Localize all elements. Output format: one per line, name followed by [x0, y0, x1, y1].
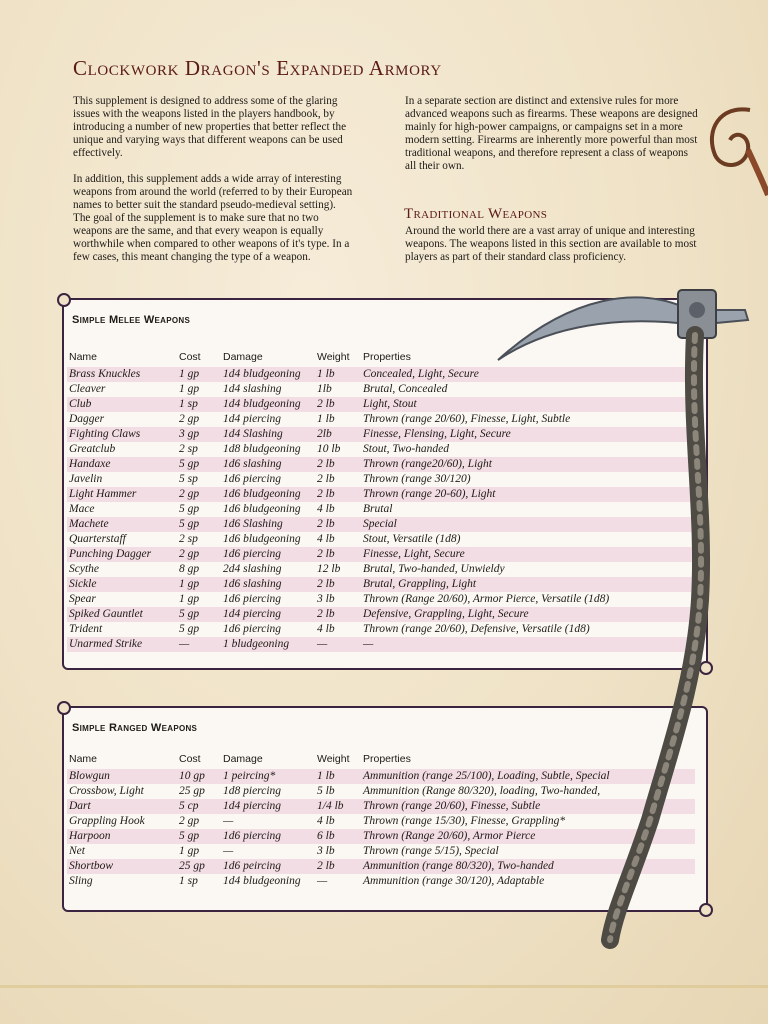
intro-paragraph-2: In addition, this supplement adds a wide array of interesting weapons from around the world (referred to by their European names to better suit the standard pseudo-medieval setting). The goal of the supplement is to make sure that no two weapons are the same, and that every weapon is equally worthwhile when compared to other weapons of it's type. In a few cases, this meant changing the type of a weapon. [73, 173, 353, 263]
intro-paragraph-3: In a separate section are distinct and extensive rules for more advanced weapons such as firearms. These weapons are designed mainly for high-power campaigns, or campaigns set in a more modern setting. Firearms are inherently more powerful than most traditional weapons, and therefore represent a class of weapons all their own. [405, 95, 698, 172]
cell-name: Scythe [67, 562, 177, 577]
cell-damage: 1d6 bludgeoning [221, 502, 315, 517]
cell-properties: Concealed, Light, Secure [361, 367, 695, 382]
cell-properties: Thrown (range 20/60), Defensive, Versatile (1d8) [361, 622, 695, 637]
cell-weight: 1 lb [315, 769, 361, 784]
cell-cost: 10 gp [177, 769, 221, 784]
cell-damage: 1d4 bludgeoning [221, 367, 315, 382]
cell-cost: 2 sp [177, 532, 221, 547]
header-properties: Properties [363, 351, 411, 363]
cell-cost: 1 gp [177, 844, 221, 859]
cell-weight: 1 lb [315, 367, 361, 382]
page-title: Clockwork Dragon's Expanded Armory [73, 56, 442, 80]
cell-damage: 1 bludgeoning [221, 637, 315, 652]
cell-damage: 1d6 slashing [221, 577, 315, 592]
cell-properties: Finesse, Flensing, Light, Secure [361, 427, 695, 442]
cell-name: Net [67, 844, 177, 859]
cell-name: Quarterstaff [67, 532, 177, 547]
cell-weight: 5 lb [315, 784, 361, 799]
cell-name: Trident [67, 622, 177, 637]
cell-properties: Special [361, 517, 695, 532]
cell-properties: Finesse, Light, Secure [361, 547, 695, 562]
cell-cost: — [177, 637, 221, 652]
scythe-illustration [490, 280, 760, 950]
cell-damage: — [221, 814, 315, 829]
cell-damage: 1d4 bludgeoning [221, 397, 315, 412]
cell-weight: 2 lb [315, 457, 361, 472]
cell-name: Light Hammer [67, 487, 177, 502]
footer-rule [0, 985, 768, 988]
cell-cost: 1 gp [177, 577, 221, 592]
cell-properties: Thrown (range 20-60), Light [361, 487, 695, 502]
cell-cost: 8 gp [177, 562, 221, 577]
cell-cost: 1 gp [177, 592, 221, 607]
cell-name: Unarmed Strike [67, 637, 177, 652]
cell-properties: Thrown (Range 20/60), Armor Pierce [361, 829, 695, 844]
cell-properties: Thrown (range20/60), Light [361, 457, 695, 472]
cell-cost: 2 gp [177, 547, 221, 562]
cell-name: Harpoon [67, 829, 177, 844]
cell-name: Shortbow [67, 859, 177, 874]
cell-weight: 6 lb [315, 829, 361, 844]
cell-weight: 4 lb [315, 814, 361, 829]
cell-properties: Brutal, Concealed [361, 382, 695, 397]
cell-properties: Thrown (range 5/15), Special [361, 844, 695, 859]
cell-damage: 1d6 Slashing [221, 517, 315, 532]
cell-name: Spiked Gauntlet [67, 607, 177, 622]
cell-name: Punching Dagger [67, 547, 177, 562]
rope-hook-illustration [700, 100, 768, 200]
header-cost: Cost [179, 351, 201, 363]
cell-cost: 5 gp [177, 829, 221, 844]
cell-damage: — [221, 844, 315, 859]
cell-weight: 1/4 lb [315, 799, 361, 814]
cell-cost: 25 gp [177, 859, 221, 874]
cell-name: Cleaver [67, 382, 177, 397]
cell-damage: 1d6 bludgeoning [221, 532, 315, 547]
section-text: Around the world there are a vast array of unique and interesting weapons. The weapons listed in this section are available to most players as part of their standard class proficiency. [405, 225, 697, 263]
cell-weight: 4 lb [315, 622, 361, 637]
header-weight: Weight [317, 351, 350, 363]
cell-weight: 2 lb [315, 577, 361, 592]
cell-properties: Defensive, Grappling, Light, Secure [361, 607, 695, 622]
cell-name: Crossbow, Light [67, 784, 177, 799]
cell-cost: 25 gp [177, 784, 221, 799]
cell-weight: 4 lb [315, 502, 361, 517]
cell-properties: Stout, Versatile (1d8) [361, 532, 695, 547]
cell-damage: 1 peircing* [221, 769, 315, 784]
cell-properties: Brutal, Two-handed, Unwieldy [361, 562, 695, 577]
cell-name: Greatclub [67, 442, 177, 457]
cell-name: Machete [67, 517, 177, 532]
cell-weight: 4 lb [315, 532, 361, 547]
cell-weight: 2 lb [315, 547, 361, 562]
cell-damage: 1d8 bludgeoning [221, 442, 315, 457]
cell-properties: Thrown (range 20/60), Finesse, Light, Subtle [361, 412, 695, 427]
cell-cost: 1 gp [177, 382, 221, 397]
cell-properties: — [361, 637, 695, 652]
cell-properties: Thrown (range 15/30), Finesse, Grappling* [361, 814, 695, 829]
cell-weight: 2 lb [315, 607, 361, 622]
cell-cost: 5 cp [177, 799, 221, 814]
cell-cost: 3 gp [177, 427, 221, 442]
cell-weight: 3 lb [315, 844, 361, 859]
cell-properties: Brutal, Grappling, Light [361, 577, 695, 592]
cell-properties: Ammunition (range 80/320), Two-handed [361, 859, 695, 874]
cell-properties: Thrown (range 30/120) [361, 472, 695, 487]
header-damage: Damage [223, 351, 263, 363]
cell-cost: 2 gp [177, 487, 221, 502]
cell-damage: 1d6 piercing [221, 622, 315, 637]
cell-cost: 1 gp [177, 367, 221, 382]
cell-cost: 2 sp [177, 442, 221, 457]
cell-weight: 1 lb [315, 412, 361, 427]
cell-cost: 1 sp [177, 874, 221, 889]
header-name: Name [69, 351, 98, 363]
cell-properties: Thrown (Range 20/60), Armor Pierce, Versatile (1d8) [361, 592, 695, 607]
cell-damage: 1d6 piercing [221, 472, 315, 487]
cell-properties: Ammunition (range 30/120), Adaptable [361, 874, 695, 889]
cell-damage: 1d4 piercing [221, 799, 315, 814]
cell-damage: 1d6 piercing [221, 829, 315, 844]
cell-damage: 1d6 piercing [221, 547, 315, 562]
cell-cost: 5 gp [177, 457, 221, 472]
cell-cost: 2 gp [177, 814, 221, 829]
cell-weight: — [315, 637, 361, 652]
cell-name: Sling [67, 874, 177, 889]
section-heading: Traditional Weapons [404, 206, 548, 222]
cell-properties: Light, Stout [361, 397, 695, 412]
cell-name: Handaxe [67, 457, 177, 472]
cell-name: Javelin [67, 472, 177, 487]
cell-weight: — [315, 874, 361, 889]
header-properties: Properties [363, 753, 411, 765]
cell-cost: 5 gp [177, 517, 221, 532]
header-name: Name [69, 753, 98, 765]
cell-damage: 1d6 bludgeoning [221, 487, 315, 502]
cell-damage: 1d4 piercing [221, 412, 315, 427]
cell-damage: 1d4 bludgeoning [221, 874, 315, 889]
cell-name: Brass Knuckles [67, 367, 177, 382]
cell-damage: 1d4 Slashing [221, 427, 315, 442]
cell-properties: Brutal [361, 502, 695, 517]
cell-cost: 2 gp [177, 412, 221, 427]
cell-damage: 1d6 slashing [221, 457, 315, 472]
cell-name: Spear [67, 592, 177, 607]
cell-properties: Ammunition (range 25/100), Loading, Subtle, Special [361, 769, 695, 784]
intro-paragraph-1: This supplement is designed to address some of the glaring issues with the weapons listed in the players handbook, by introducing a number of new properties that better reflect the unique and varying ways that different weapons can be used effectively. [73, 95, 347, 159]
cell-weight: 10 lb [315, 442, 361, 457]
cell-weight: 2 lb [315, 517, 361, 532]
cell-weight: 2 lb [315, 397, 361, 412]
cell-weight: 2 lb [315, 859, 361, 874]
cell-weight: 2lb [315, 427, 361, 442]
cell-cost: 1 sp [177, 397, 221, 412]
cell-name: Fighting Claws [67, 427, 177, 442]
cell-weight: 2 lb [315, 472, 361, 487]
cell-name: Mace [67, 502, 177, 517]
cell-damage: 1d6 peircing [221, 859, 315, 874]
cell-weight: 2 lb [315, 487, 361, 502]
header-damage: Damage [223, 753, 263, 765]
cell-properties: Ammunition (Range 80/320), loading, Two-handed, [361, 784, 695, 799]
cell-name: Sickle [67, 577, 177, 592]
cell-cost: 5 gp [177, 502, 221, 517]
cell-weight: 3 lb [315, 592, 361, 607]
cell-damage: 1d8 piercing [221, 784, 315, 799]
cell-damage: 1d4 slashing [221, 382, 315, 397]
cell-properties: Stout, Two-handed [361, 442, 695, 457]
cell-cost: 5 gp [177, 622, 221, 637]
header-weight: Weight [317, 753, 350, 765]
ranged-table-title: Simple Ranged Weapons [72, 722, 198, 734]
cell-properties: Thrown (range 20/60), Finesse, Subtle [361, 799, 695, 814]
cell-name: Club [67, 397, 177, 412]
cell-cost: 5 gp [177, 607, 221, 622]
cell-damage: 2d4 slashing [221, 562, 315, 577]
cell-name: Blowgun [67, 769, 177, 784]
cell-name: Grappling Hook [67, 814, 177, 829]
melee-table-title: Simple Melee Weapons [72, 314, 191, 326]
header-cost: Cost [179, 753, 201, 765]
cell-cost: 5 sp [177, 472, 221, 487]
cell-damage: 1d4 piercing [221, 607, 315, 622]
cell-name: Dart [67, 799, 177, 814]
cell-weight: 1lb [315, 382, 361, 397]
cell-damage: 1d6 piercing [221, 592, 315, 607]
cell-weight: 12 lb [315, 562, 361, 577]
cell-name: Dagger [67, 412, 177, 427]
